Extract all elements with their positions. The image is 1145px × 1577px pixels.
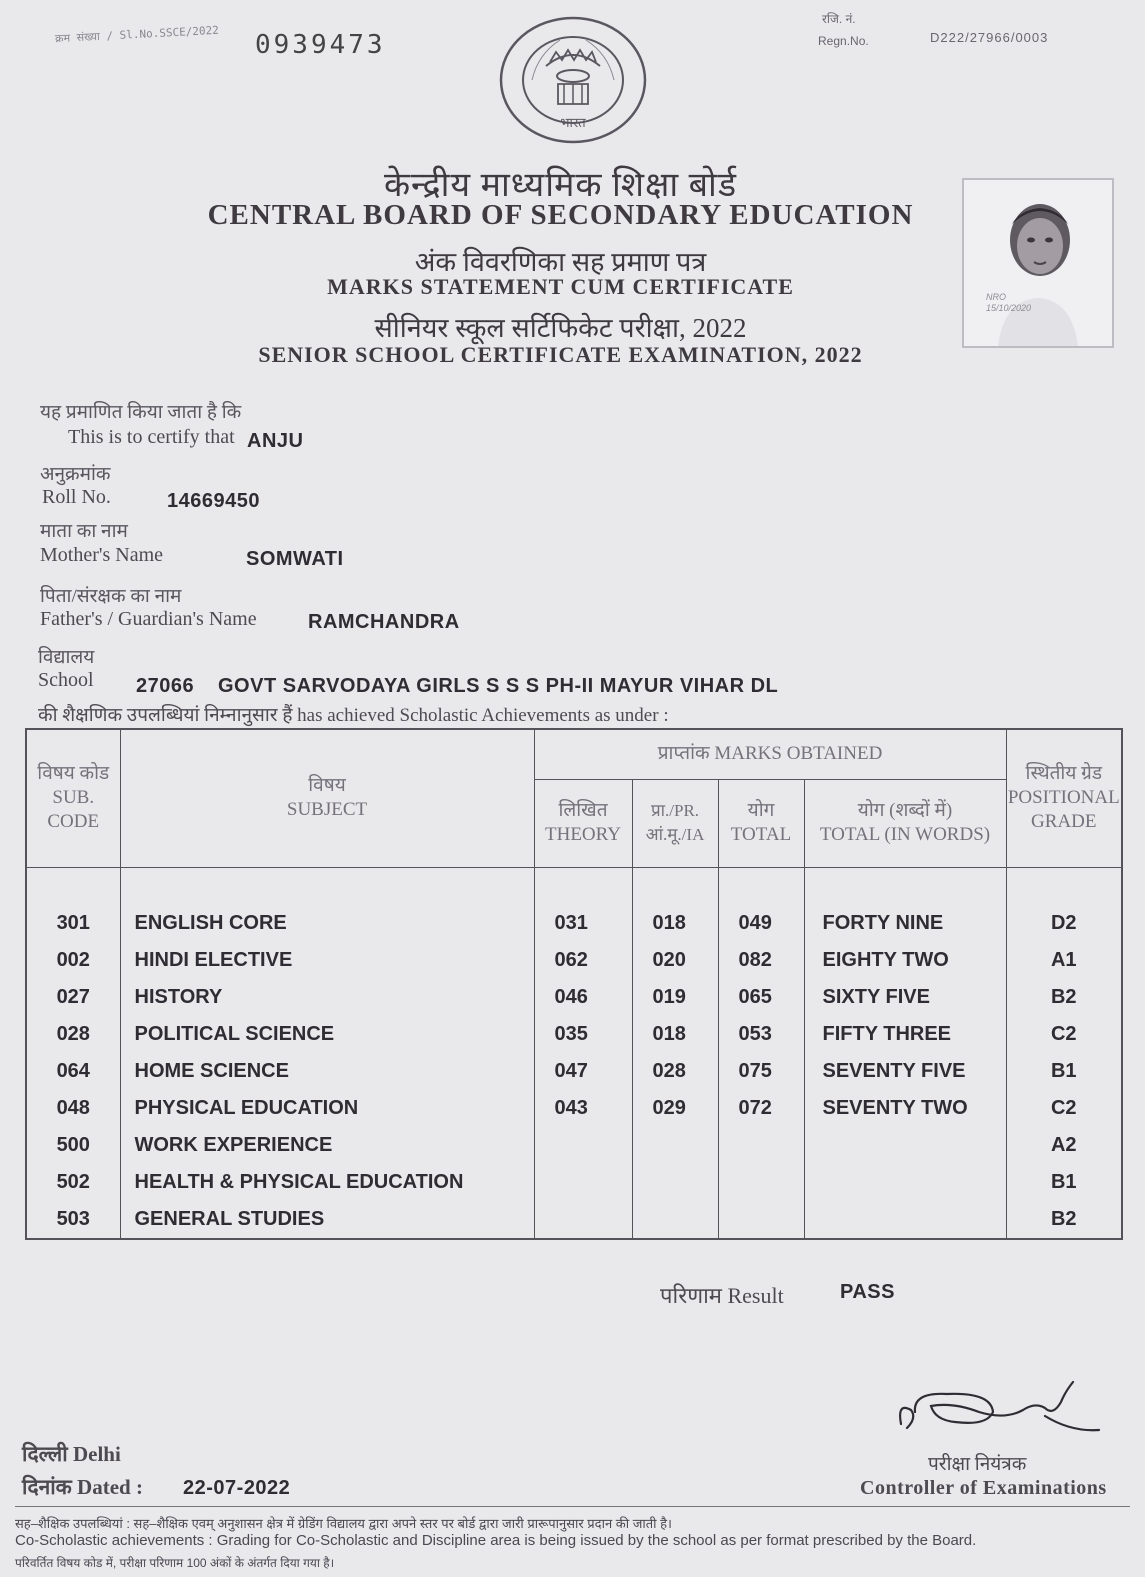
empty-cell [804,1238,1006,1240]
practical-marks: 029 [632,1090,718,1127]
practical-marks: 020 [632,942,718,979]
total-marks: 065 [718,979,804,1016]
dated-label: दिनांक Dated : [22,1475,143,1499]
subject-name: HINDI ELECTIVE [120,942,534,979]
marks-body [26,867,1122,1239]
father-label-hi: पिता/संरक्षक का नाम [40,586,182,607]
header-total-words [804,779,1006,867]
roll-label-en: Roll No. [42,486,111,508]
student-photo [962,178,1114,348]
theory-marks: 035 [534,1016,632,1053]
empty-cell [534,1238,632,1240]
total-in-words: SEVENTY FIVE [804,1053,1006,1090]
header-theory-hi: लिखित [558,800,608,821]
school-name: GOVT SARVODAYA GIRLS S S S PH-II MAYUR VIHAR DL [218,675,779,697]
subject-code: 301 [26,905,120,942]
doc-title-en: MARKS STATEMENT CUM CERTIFICATE [327,274,794,299]
achievements-label: की शैक्षणिक उपलब्धियां निम्नानुसार हैं has achieved Scholastic Achievements as under : [38,705,669,726]
header-grade-en1: POSITIONAL [1007,787,1120,809]
header-words-en: TOTAL (IN WORDS) [819,824,991,845]
table-filler-row [26,1238,1122,1240]
marks-table [25,728,1123,1240]
subject-name: GENERAL STUDIES [120,1201,534,1238]
certify-label-en: This is to certify that [68,426,235,448]
total-marks: 053 [718,1016,804,1053]
regn-label-en: Regn.No. [818,34,869,48]
total-in-words [804,1201,1006,1238]
board-name-hi: केन्द्रीय माध्यमिक शिक्षा बोर्ड [383,167,738,204]
subject-name: WORK EXPERIENCE [120,1127,534,1164]
school-label-hi: विद्यालय [38,647,95,668]
empty-cell [632,1238,718,1240]
subject-code: 064 [26,1053,120,1090]
theory-marks: 046 [534,979,632,1016]
subject-row [26,905,1122,942]
theory-marks [534,1127,632,1164]
empty-cell [26,1238,120,1240]
empty-cell [1006,1238,1122,1240]
mother-name: SOMWATI [246,548,344,570]
photo-stamp-line1: NRO [986,292,1006,302]
total-in-words [804,1164,1006,1201]
place: दिल्ली Delhi [22,1442,121,1466]
header-pr-en: आं.मू./IA [645,825,705,844]
father-name: RAMCHANDRA [308,611,460,633]
total-in-words: FIFTY THREE [804,1016,1006,1053]
roll-number: 14669450 [167,490,260,512]
positional-grade: A1 [1006,942,1122,979]
subject-row [26,1016,1122,1053]
header-pr-hi: प्रा./PR. [650,801,700,820]
subject-name: ENGLISH CORE [120,905,534,942]
school-label-en: School [38,669,94,691]
total-marks: 049 [718,905,804,942]
board-name-en: CENTRAL BOARD OF SECONDARY EDUCATION [207,199,914,231]
subject-row [26,1127,1122,1164]
practical-marks [632,1127,718,1164]
subject-name: HOME SCIENCE [120,1053,534,1090]
header-total-hi: योग [747,800,775,821]
regn-label [818,8,869,52]
corner-stamp: क्रम संख्या / Sl.No.SSCE/2022 [54,23,220,46]
cbse-emblem-icon [498,14,648,146]
practical-marks: 018 [632,905,718,942]
subject-name: POLITICAL SCIENCE [120,1016,534,1053]
subject-code: 027 [26,979,120,1016]
positional-grade: C2 [1006,1090,1122,1127]
controller-label-hi: परीक्षा नियंत्रक [928,1454,1027,1475]
header-theory [534,779,632,867]
total-marks [718,1164,804,1201]
subject-name: PHYSICAL EDUCATION [120,1090,534,1127]
practical-marks [632,1164,718,1201]
practical-marks: 028 [632,1053,718,1090]
subject-row [26,942,1122,979]
footer-rule [15,1506,1130,1507]
photo-stamp [986,292,1031,314]
positional-grade: A2 [1006,1127,1122,1164]
empty-cell [120,1238,534,1240]
header-code-en1: SUB. [52,787,95,809]
footer-note-en: Co-Scholastic achievements : Grading for Co-Scholastic and Discipline area is being issued by the school as per format prescribed by the Board. [15,1532,977,1549]
subject-code: 002 [26,942,120,979]
total-marks: 072 [718,1090,804,1127]
regn-label-hi: रजि. नं. [822,12,856,26]
total-in-words: SIXTY FIVE [804,979,1006,1016]
header-marks-obtained: प्राप्तांक MARKS OBTAINED [534,729,1006,779]
header-code-hi: विषय कोड [37,763,110,785]
total-marks [718,1127,804,1164]
subject-code: 048 [26,1090,120,1127]
header-positional-grade [1006,729,1122,867]
header-total [718,779,804,867]
positional-grade: C2 [1006,1016,1122,1053]
theory-marks: 031 [534,905,632,942]
positional-grade: B1 [1006,1053,1122,1090]
dated-value: 22-07-2022 [183,1477,291,1499]
header-practical [632,779,718,867]
header-words-hi: योग (शब्दों में) [857,800,953,821]
header-grade-en2: GRADE [1031,811,1097,833]
student-name: ANJU [247,430,304,452]
positional-grade: B1 [1006,1164,1122,1201]
controller-label-en: Controller of Examinations [860,1477,1107,1499]
footer-note-hi2: परिवर्तित विषय कोड में, परीक्षा परिणाम 100 अंकों के अंतर्गत दिया गया है। [15,1556,335,1570]
result-label: परिणाम Result [660,1283,784,1308]
exam-title-hi: सीनियर स्कूल सर्टिफिकेट परीक्षा, 2022 [374,313,747,343]
subject-row [26,1053,1122,1090]
theory-marks: 043 [534,1090,632,1127]
controller-signature [895,1372,1105,1457]
total-marks: 082 [718,942,804,979]
empty-cell [718,1238,804,1240]
positional-grade: B2 [1006,1201,1122,1238]
header-grade-hi: स्थितीय ग्रेड [1025,763,1103,785]
subject-code: 502 [26,1164,120,1201]
school-code: 27066 [136,675,195,697]
subject-name: HEALTH & PHYSICAL EDUCATION [120,1164,534,1201]
total-in-words: SEVENTY TWO [804,1090,1006,1127]
subject-name: HISTORY [120,979,534,1016]
header-theory-en: THEORY [545,824,621,845]
header-sub-code [26,729,120,867]
theory-marks: 062 [534,942,632,979]
header-subject [120,729,534,867]
doc-title-hi: अंक विवरणिका सह प्रमाण पत्र [414,247,707,277]
emblem-bottom-text: भारत [560,116,586,131]
header-total-en: TOTAL [730,824,792,845]
footer-note-hi: सह–शैक्षिक उपलब्धियां : सह–शैक्षिक एवम् अनुशासन क्षेत्र में ग्रेडिंग विद्यालय द्वारा अपने स्तर पर बोर्ड द्वारा जारी प्रारूपानुसार प्रदान की जाती है। [15,1516,672,1531]
theory-marks [534,1164,632,1201]
subject-row [26,1090,1122,1127]
total-in-words: FORTY NINE [804,905,1006,942]
certify-label-hi: यह प्रमाणित किया जाता है कि [40,402,242,423]
regn-number: D222/27966/0003 [930,30,1049,45]
practical-marks [632,1201,718,1238]
subject-row [26,1164,1122,1201]
serial-number: 0939473 [255,30,386,60]
roll-label-hi: अनुक्रमांक [40,464,111,485]
theory-marks [534,1201,632,1238]
photo-stamp-line2: 15/10/2020 [986,303,1032,313]
total-marks: 075 [718,1053,804,1090]
subject-code: 503 [26,1201,120,1238]
total-in-words: EIGHTY TWO [804,942,1006,979]
total-in-words [804,1127,1006,1164]
mother-label-en: Mother's Name [40,544,164,566]
total-marks [718,1201,804,1238]
header-code-en2: CODE [47,811,100,833]
result-value: PASS [840,1281,895,1303]
positional-grade: D2 [1006,905,1122,942]
theory-marks: 047 [534,1053,632,1090]
mother-label-hi: माता का नाम [40,521,128,542]
subject-code: 500 [26,1127,120,1164]
exam-title-en: SENIOR SCHOOL CERTIFICATE EXAMINATION, 2022 [258,342,863,367]
header-subject-en: SUBJECT [286,799,368,821]
subject-row [26,1201,1122,1238]
header-subject-hi: विषय [308,775,346,797]
practical-marks: 019 [632,979,718,1016]
father-label-en: Father's / Guardian's Name [40,608,257,630]
positional-grade: B2 [1006,979,1122,1016]
subject-code: 028 [26,1016,120,1053]
practical-marks: 018 [632,1016,718,1053]
subject-row [26,979,1122,1016]
